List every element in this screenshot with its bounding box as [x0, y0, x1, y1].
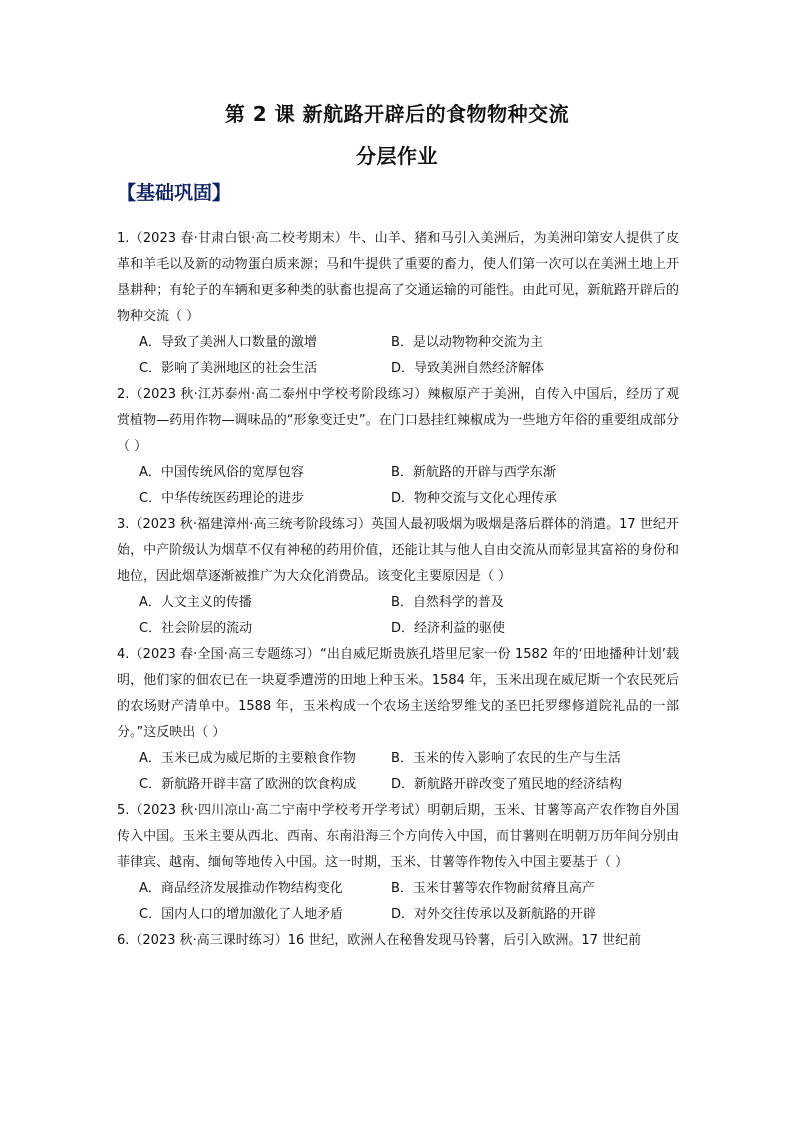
option-a[interactable]: A．导致了美洲人口数量的激增	[139, 335, 317, 350]
option-b[interactable]: B．是以动物物种交流为主	[391, 335, 543, 350]
option-c[interactable]: C．新航路开辟丰富了欧洲的饮食构成	[139, 777, 357, 792]
lesson-title: 第 2 课 新航路开辟后的食物物种交流	[224, 102, 570, 126]
option-c[interactable]: C．影响了美洲地区的社会生活	[139, 361, 318, 376]
option-a[interactable]: A．商品经济发展推动作物结构变化	[139, 881, 343, 896]
option-b[interactable]: B．新航路的开辟与西学东渐	[391, 465, 556, 480]
option-d[interactable]: D．新航路开辟改变了殖民地的经济结构	[391, 777, 623, 792]
worksheet-subtitle: 分层作业	[356, 144, 438, 168]
option-b[interactable]: B．玉米的传入影响了农民的生产与生活	[391, 751, 621, 766]
question-list	[117, 226, 679, 954]
option-b[interactable]: B．玉米甘薯等农作物耐贫瘠且高产	[391, 881, 595, 896]
option-c[interactable]: C．国内人口的增加激化了人地矛盾	[139, 907, 344, 922]
option-d[interactable]: D．物种交流与文化心理传承	[391, 491, 558, 506]
question-text: 6.（2023 秋·高三课时练习）16 世纪，欧洲人在秘鲁发现马铃薯，后引入欧洲。17 世纪前	[117, 933, 642, 948]
option-a[interactable]: A．人文主义的传播	[139, 595, 252, 610]
question-text: 3.（2023 秋·福建漳州·高三统考阶段练习）英国人最初吸烟为吸烟是落后群体的消遣。17 世纪开始，中产阶级认为烟草不仅有神秘的药用价值，还能让其与他人自由交流从而彰显其富裕的身份和地位，因此烟草逐渐被推广为大众化消费品。该变化主要原因是（ ）	[117, 517, 679, 584]
question-text: 2.（2023 秋·江苏泰州·高二泰州中学校考阶段练习）辣椒原产于美洲，自传入中国后，经历了观赏植物—药用作物—调味品的“形象变迁史”。在门口悬挂红辣椒成为一些地方年俗的重要组成部分（ ）	[117, 387, 679, 454]
question-6	[117, 928, 679, 954]
option-d[interactable]: D．导致美洲自然经济解体	[391, 361, 545, 376]
question-2	[117, 382, 679, 512]
question-text: 1.（2023 春·甘肃白银·高二校考期末）牛、山羊、猪和马引入美洲后，为美洲印第安人提供了皮革和羊毛以及新的动物蛋白质来源；马和牛提供了重要的畜力，使人们第一次可以在美洲土地上开垦耕种；有轮子的车辆和更多种类的驮畜也提高了交通运输的可能性。由此可见，新航路开辟后的物种交流（ ）	[117, 231, 679, 324]
question-text: 4.（2023 春·全国·高三专题练习）“出自威尼斯贵族孔塔里尼家一份 1582 年的‘田地播种计划’载明，他们家的佃农已在一块夏季遭涝的田地上种玉米。1584 年，玉米出现在威尼斯一个农民死后的农场财产清单中。1588 年，玉米构成一个农场主送给罗维戈的圣巴托罗缪修道院礼品的一部分。”这反映出（ ）	[117, 647, 679, 740]
option-d[interactable]: D．经济利益的驱使	[391, 621, 506, 636]
option-b[interactable]: B．自然科学的普及	[391, 595, 504, 610]
question-5	[117, 798, 679, 928]
question-options	[117, 876, 679, 928]
section-heading: 【基础巩固】	[117, 182, 232, 204]
option-c[interactable]: C．中华传统医药理论的进步	[139, 491, 305, 506]
option-a[interactable]: A．中国传统风俗的宽厚包容	[139, 465, 304, 480]
option-a[interactable]: A．玉米已成为威尼斯的主要粮食作物	[139, 751, 356, 766]
option-d[interactable]: D．对外交往传承以及新航路的开辟	[391, 907, 597, 922]
question-options	[117, 460, 679, 512]
question-options	[117, 746, 679, 798]
question-text: 5.（2023 秋·四川凉山·高二宁南中学校考开学考试）明朝后期，玉米、甘薯等高产农作物自外国传入中国。玉米主要从西北、西南、东南沿海三个方向传入中国，而甘薯则在明朝万历年间分别由菲律宾、越南、缅甸等地传入中国。这一时期，玉米、甘薯等作物传入中国主要基于（ ）	[117, 803, 679, 870]
question-1	[117, 226, 679, 382]
question-options	[117, 330, 679, 382]
question-4	[117, 642, 679, 798]
question-3	[117, 512, 679, 642]
option-c[interactable]: C．社会阶层的流动	[139, 621, 253, 636]
question-options	[117, 590, 679, 642]
